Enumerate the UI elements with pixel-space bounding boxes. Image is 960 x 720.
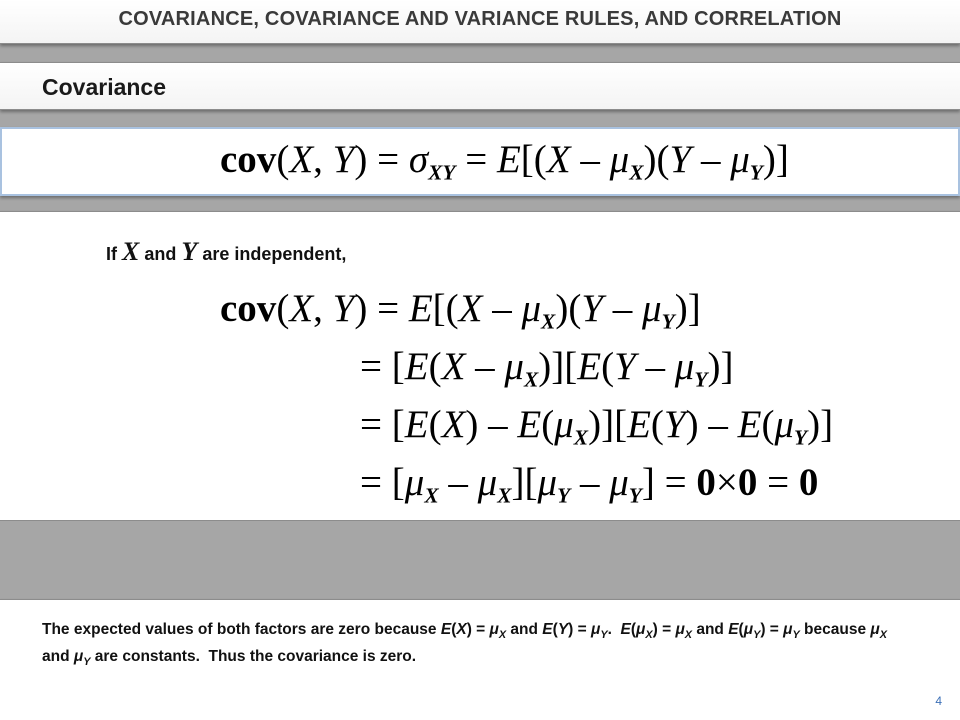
variable-x: X xyxy=(122,237,140,266)
derivation-step-1: cov(X, $Y) = E[(X - \mu_X)(Y - \mu_Y)]$ xyxy=(220,287,701,334)
explanation-panel xyxy=(0,599,960,720)
variable-y: Y xyxy=(181,237,198,266)
covariance-definition-equation: cov(X, $Y) = \sigma_{XY} = E[(X - \mu_X)(Y - \mu_Y)]$ xyxy=(220,138,789,185)
derivation-step-3: = $[E(X) - E(\mu_X)][E(Y) - E(\mu_Y)]$ xyxy=(360,403,834,450)
independent-suffix: are independent, xyxy=(202,244,347,264)
title-bar xyxy=(0,0,960,44)
section-bar xyxy=(0,62,960,110)
definition-panel xyxy=(0,127,960,196)
explanation-text: The expected values of both factors are zero because $E(X) = \mu_X$ and $E(Y) = \mu_Y$. $E(\mu_X) = \mu_X$ and $E(\mu_Y) = \mu_Y$ because $\mu_X$ and $\mu_Y$ are constants. Thus the covariance is zero. xyxy=(42,621,887,669)
derivation-step-4: = $[\mu_X - \mu_X][\mu_Y - \mu_Y] = 0\times 0 = 0$ xyxy=(360,461,819,508)
and-word: and xyxy=(144,244,177,264)
page-number: 4 xyxy=(935,694,942,708)
derivation-panel xyxy=(0,211,960,521)
section-heading: Covariance xyxy=(42,74,167,100)
if-word: If xyxy=(106,244,117,264)
slide-title: COVARIANCE, COVARIANCE AND VARIANCE RULES, AND CORRELATION xyxy=(118,8,842,30)
independence-condition xyxy=(106,237,346,267)
derivation-step-2: = $[E(X - \mu_X)][E(Y - \mu_Y)]$ xyxy=(360,345,734,392)
spacer-band xyxy=(0,521,960,599)
